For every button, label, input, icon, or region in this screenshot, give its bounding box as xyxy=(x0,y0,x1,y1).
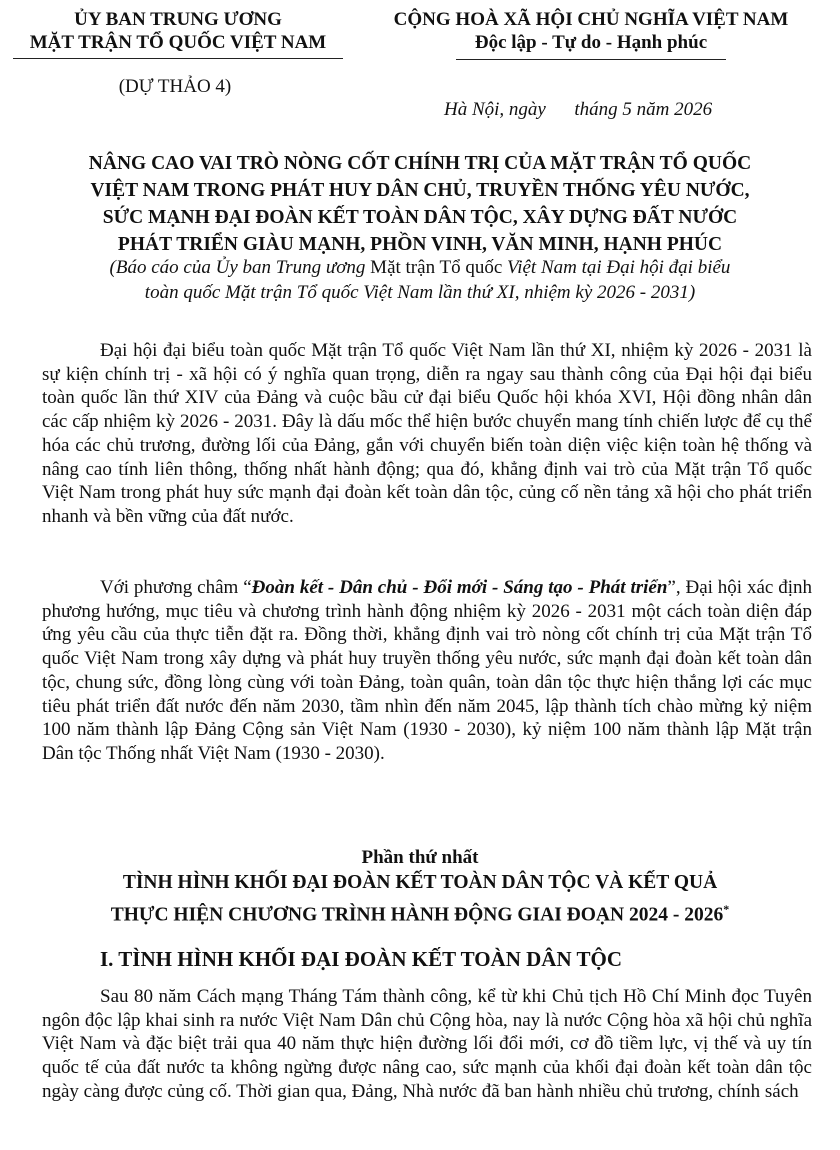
nation-line-1: CỘNG HOÀ XÃ HỘI CHỦ NGHĨA VIỆT NAM xyxy=(393,9,789,30)
subtitle-line-2: toàn quốc Mặt trận Tổ quốc Việt Nam lần thứ XI, nhiệm kỳ 2026 - 2031) xyxy=(144,282,696,303)
section-paragraph-1: Sau 80 năm Cách mạng Tháng Tám thành công, kể từ khi Chủ tịch Hồ Chí Minh đọc Tuyên ngôn độc lập khai sinh ra nước Việt Nam Dân chủ Cộng hòa, nay là nước Cộng hòa xã hội chủ nghĩa Việt Nam và đặc biệt trải qua 40 năm thực hiện đường lối đổi mới, cơ đồ tiềm lực, vị thế và uy tín quốc tế của đất nước ta không ngừng được nâng cao, sức mạnh của khối đại đoàn kết toàn dân tộc ngày càng được củng cố. Thời gian qua, Đảng, Nhà nước đã ban hành nhiều chủ trương, chính sách xyxy=(42,986,812,1102)
nation-line-2: Độc lập - Tự do - Hạnh phúc xyxy=(474,32,708,53)
draft-label: (DỰ THẢO 4) xyxy=(118,76,232,97)
title-line-2: VIỆT NAM TRONG PHÁT HUY DÂN CHỦ, TRUYỀN THỐNG YÊU NƯỚC, xyxy=(90,180,750,201)
intro-paragraph-1: Đại hội đại biểu toàn quốc Mặt trận Tổ quốc Việt Nam lần thứ XI, nhiệm kỳ 2026 - 2031 là sự kiện chính trị - xã hội có ý nghĩa quan trọng, diễn ra ngay sau thành công của Đại hội đại biểu toàn quốc lần thứ XIV của Đảng và cuộc bầu cử đại biểu Quốc hội khóa XVI, Hội đồng nhân dân các cấp nhiệm kỳ 2026 - 2031. Đây là dấu mốc thể hiện bước chuyển mang tính chiến lược để cụ thể hóa các chủ trương, đường lối của Đảng, gắn với chuyển biến toàn diện việc kiện toàn hệ thống và nâng cao tính liên thông, thống nhất hành động; qua đó, khẳng định vai trò của Mặt trận Tổ quốc Việt Nam trong phát huy sức mạnh đại đoàn kết toàn dân tộc, củng cố nền tảng xã hội cho phát triển nhanh và bền vững của đất nước. xyxy=(42,340,812,527)
report-subtitle xyxy=(12,255,828,305)
org-underline xyxy=(13,58,343,59)
part-title-line-2: THỰC HIỆN CHƯƠNG TRÌNH HÀNH ĐỘNG GIAI ĐOẠN 2024 - 2026 xyxy=(110,904,724,926)
section-heading: I. TÌNH HÌNH KHỐI ĐẠI ĐOÀN KẾT TOÀN DÂN TỘC xyxy=(100,947,622,971)
motto-text: Đoàn kết - Dân chủ - Đổi mới - Sáng tạo - Phát triển xyxy=(251,577,668,598)
p2-rest: ”, Đại hội xác định phương hướng, mục tiêu và chương trình hành động nhiệm kỳ 2026 - 2031 một cách toàn diện đáp ứng yêu cầu của thực tiễn đặt ra. Đồng thời, khẳng định vai trò nòng cốt chính trị của Mặt trận Tổ quốc Việt Nam trong xây dựng và phát huy truyền thống yêu nước, sức mạnh đại đoàn kết toàn dân tộc, chung sức, đồng lòng cùng với toàn Đảng, toàn quân, toàn dân tộc thực hiện thắng lợi các mục tiêu phát triển đất nước đến năm 2030, tầm nhìn đến năm 2045, lập thành tích chào mừng kỷ niệm 100 năm thành lập Đảng Cộng sản Việt Nam (1930 - 2030), kỷ niệm 100 năm thành lập Mặt trận Dân tộc Thống nhất Việt Nam (1930 - 2030). xyxy=(42,577,812,764)
subtitle-part-2: Mặt trận Tổ quốc xyxy=(370,257,503,278)
title-line-4: PHÁT TRIỂN GIÀU MẠNH, PHỒN VINH, VĂN MINH, HẠNH PHÚC xyxy=(117,234,723,255)
report-title xyxy=(12,150,828,258)
motto-underline xyxy=(456,59,726,60)
title-line-1: NÂNG CAO VAI TRÒ NÒNG CỐT CHÍNH TRỊ CỦA MẶT TRẬN TỔ QUỐC xyxy=(88,153,752,174)
p2-lead: Với phương châm “ xyxy=(100,577,252,598)
subtitle-part-1: (Báo cáo của Ủy ban Trung ương xyxy=(109,257,371,278)
national-motto xyxy=(346,8,836,60)
subtitle-part-3: Việt Nam tại Đại hội đại biểu xyxy=(502,257,731,278)
org-line-1: ỦY BAN TRUNG ƯƠNG xyxy=(74,9,282,30)
title-line-3: SỨC MẠNH ĐẠI ĐOÀN KẾT TOÀN DÂN TỘC, XÂY DỰNG ĐẤT NƯỚC xyxy=(102,207,738,228)
date-suffix: tháng 5 năm 2026 xyxy=(574,99,713,120)
issuing-organization xyxy=(8,8,348,59)
org-line-2: MẶT TRẬN TỔ QUỐC VIỆT NAM xyxy=(29,32,327,53)
dateline xyxy=(444,99,712,121)
part-title xyxy=(12,869,828,929)
footnote-marker: * xyxy=(723,902,730,916)
intro-paragraph-2 xyxy=(42,576,812,766)
date-prefix: Hà Nội, ngày xyxy=(444,99,546,120)
part-title-line-1: TÌNH HÌNH KHỐI ĐẠI ĐOÀN KẾT TOÀN DÂN TỘC VÀ KẾT QUẢ xyxy=(122,872,718,893)
part-label: Phần thứ nhất xyxy=(361,847,479,868)
